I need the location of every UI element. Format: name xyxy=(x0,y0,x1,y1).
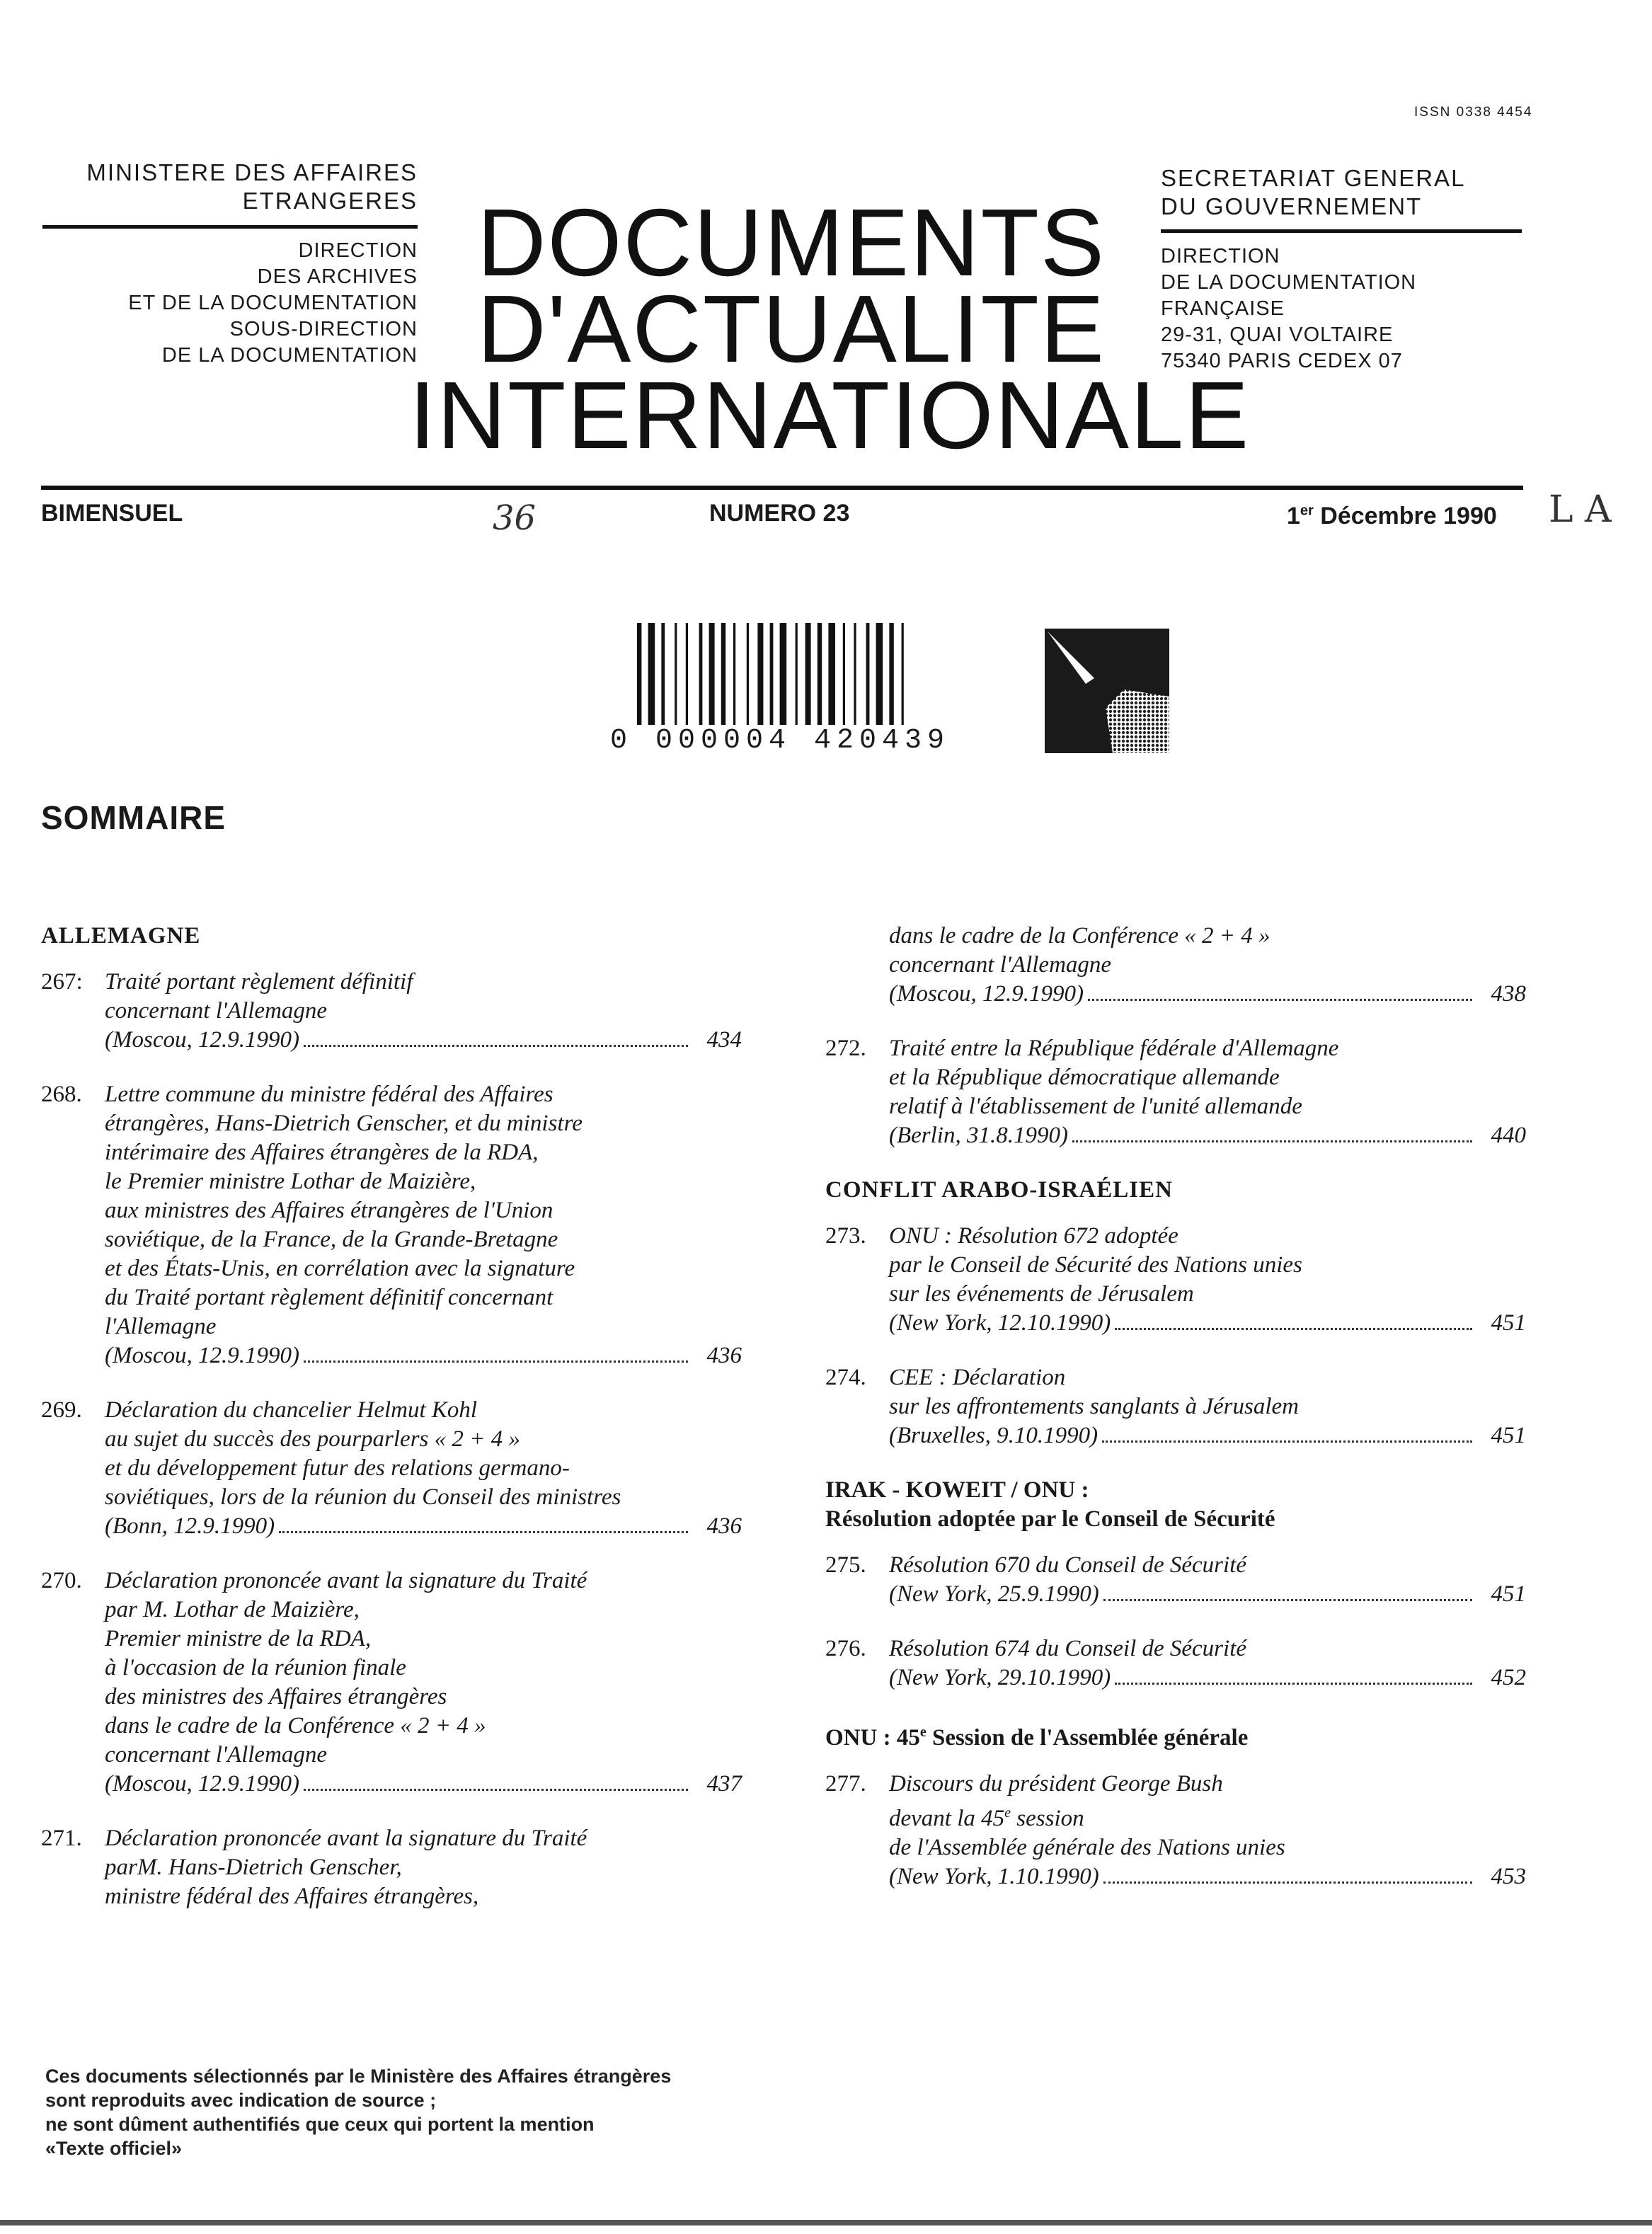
entry-line: et la République démocratique allemande xyxy=(889,1065,1280,1090)
entry-line: intérimaire des Affaires étrangères de la RDA, xyxy=(105,1140,539,1165)
page-number: 452 xyxy=(1491,1665,1526,1690)
toc-right-column xyxy=(825,922,1526,1917)
entry-source: (New York, 29.10.1990) xyxy=(889,1665,1111,1690)
toc-entry-269 xyxy=(41,1396,742,1541)
entry-line: de l'Assemblée générale des Nations unies xyxy=(889,1835,1285,1860)
page-number: 436 xyxy=(706,1513,742,1539)
frequency-label: BIMENSUEL xyxy=(41,500,183,527)
entry-source: (Moscou, 12.9.1990) xyxy=(105,1343,299,1368)
entry-number: 269. xyxy=(41,1397,82,1423)
notice-line: «Texte officiel» xyxy=(45,2138,183,2159)
entry-line: ONU : Résolution 672 adoptée xyxy=(889,1223,1178,1249)
leader-dots xyxy=(1115,1328,1472,1330)
barcode-bar xyxy=(648,623,655,729)
entry-number: 271. xyxy=(41,1826,82,1851)
entry-source: (Bruxelles, 9.10.1990) xyxy=(889,1423,1099,1448)
barcode-bar xyxy=(805,623,811,729)
barcode-bar xyxy=(854,623,856,729)
entry-number: 276. xyxy=(825,1636,866,1661)
toc-entry-271 xyxy=(41,1824,742,1911)
entry-line: Discours du président George Bush xyxy=(889,1771,1223,1797)
section-onu xyxy=(825,1718,1526,1753)
section-irak: IRAK - KOWEIT / ONU : xyxy=(825,1477,1089,1503)
handwritten-note-left: 36 xyxy=(493,498,537,538)
entry-number: 274. xyxy=(825,1365,866,1390)
barcode-bar xyxy=(757,623,763,729)
secretariat-sub-line: DIRECTION xyxy=(1161,245,1280,268)
entry-line xyxy=(889,1799,1526,1833)
date-rest: Décembre 1990 xyxy=(1313,503,1497,529)
publisher-logo-icon xyxy=(1045,629,1169,753)
toc-entry-270 xyxy=(41,1566,742,1799)
title-line-3: INTERNATIONALE xyxy=(409,362,1251,469)
notice-line: ne sont dûment authentifiés que ceux qui portent la mention xyxy=(45,2114,595,2135)
secretariat-name xyxy=(1161,164,1465,221)
toc-entry-267 xyxy=(41,968,742,1055)
leader-dots xyxy=(1103,1599,1472,1601)
barcode-number: 0 000004 420439 xyxy=(607,725,953,757)
date-day: 1 xyxy=(1287,503,1300,529)
entry-line: Traité entre la République fédérale d'Allemagne xyxy=(889,1036,1339,1061)
barcode-bar xyxy=(796,623,798,729)
entry-source: (New York, 12.10.1990) xyxy=(889,1310,1111,1336)
handwritten-note-right: L A xyxy=(1549,488,1612,531)
leader-dots xyxy=(1072,1140,1472,1142)
entry-number: 277. xyxy=(825,1771,866,1797)
leader-dots xyxy=(279,1531,688,1533)
entry-source: (Moscou, 12.9.1990) xyxy=(889,981,1084,1007)
barcode-bar xyxy=(733,623,735,729)
entry-number: 275. xyxy=(825,1552,866,1578)
toc-entry-272 xyxy=(825,1034,1526,1150)
barcode-bar xyxy=(876,623,883,729)
section-onu-sup: e xyxy=(919,1724,927,1740)
section-onu-pre: ONU : 45 xyxy=(825,1725,920,1751)
entry-line: concernant l'Allemagne xyxy=(105,998,328,1024)
entry-line: ministre fédéral des Affaires étrangères, xyxy=(105,1884,479,1909)
secretariat-line: SECRETARIAT GENERAL xyxy=(1161,165,1466,191)
barcode-bar xyxy=(818,623,822,729)
leader-dots xyxy=(1102,1440,1472,1443)
entry-number: 267: xyxy=(41,969,83,995)
line2-post: session xyxy=(1011,1806,1084,1831)
source-notice xyxy=(45,2064,671,2160)
line2-sup: e xyxy=(1004,1805,1011,1821)
ministry-directorate xyxy=(42,238,418,369)
entry-line: sur les affrontements sanglants à Jérusalem xyxy=(889,1394,1299,1419)
leader-dots xyxy=(304,1361,688,1363)
leader-dots xyxy=(1115,1683,1472,1685)
entry-line: dans le cadre de la Conférence « 2 + 4 » xyxy=(105,1713,486,1738)
page-number: 438 xyxy=(1491,981,1526,1007)
secretariat-address xyxy=(1161,244,1416,374)
toc-entry-271-continued xyxy=(825,922,1526,1009)
issn: ISSN 0338 4454 xyxy=(1414,105,1533,120)
entry-line: parM. Hans-Dietrich Genscher, xyxy=(105,1855,402,1880)
toc-entry-277 xyxy=(825,1770,1526,1891)
line2-pre: devant la 45 xyxy=(889,1806,1005,1831)
entry-source: (New York, 25.9.1990) xyxy=(889,1581,1099,1607)
barcode-bar xyxy=(661,623,665,729)
entry-line: Résolution 670 du Conseil de Sécurité xyxy=(889,1552,1247,1578)
toc-entry-275 xyxy=(825,1551,1526,1609)
barcode-bar xyxy=(866,623,870,729)
entry-line: soviétiques, lors de la réunion du Conseil des ministres xyxy=(105,1484,621,1510)
page-number: 437 xyxy=(706,1771,742,1797)
toc-entry-268 xyxy=(41,1080,742,1370)
ministry-name xyxy=(42,159,418,215)
entry-line: soviétique, de la France, de la Grande-Bretagne xyxy=(105,1227,558,1252)
entry-source: (Berlin, 31.8.1990) xyxy=(889,1123,1068,1148)
page-number: 453 xyxy=(1491,1864,1526,1889)
toc-left-column xyxy=(41,922,742,1937)
barcode-bar xyxy=(747,623,749,729)
ministry-sub-line: DE LA DOCUMENTATION xyxy=(161,344,418,367)
notice-line: Ces documents sélectionnés par le Ministère des Affaires étrangères xyxy=(45,2066,672,2087)
barcode-bar xyxy=(675,623,677,729)
entry-line: à l'occasion de la réunion finale xyxy=(105,1655,406,1680)
entry-line: par M. Lothar de Maizière, xyxy=(105,1597,360,1622)
entry-line: Déclaration prononcée avant la signature du Traité xyxy=(105,1826,587,1851)
page-bottom-edge xyxy=(0,2220,1652,2226)
barcode-bar xyxy=(843,623,845,729)
entry-line: et du développement futur des relations germano- xyxy=(105,1455,570,1481)
barcode-bar xyxy=(902,623,904,729)
ministry-line: ETRANGERES xyxy=(242,188,418,214)
date-sup: er xyxy=(1300,503,1314,519)
entry-number: 268. xyxy=(41,1082,82,1107)
entry-line: l'Allemagne xyxy=(105,1314,217,1339)
leader-dots xyxy=(304,1789,688,1791)
barcode-bar xyxy=(770,623,774,729)
leader-dots xyxy=(1103,1881,1472,1884)
page-number: 451 xyxy=(1491,1423,1526,1448)
secretariat-sub-line: 29-31, QUAI VOLTAIRE xyxy=(1161,323,1394,346)
entry-line: des ministres des Affaires étrangères xyxy=(105,1684,447,1709)
masthead-rule xyxy=(41,486,1523,490)
section-irak-subtitle: Résolution adoptée par le Conseil de Sécurité xyxy=(825,1506,1275,1532)
issue-number: NUMERO 23 xyxy=(709,500,850,527)
secretariat-sub-line: DE LA DOCUMENTATION xyxy=(1161,271,1417,294)
entry-line: CEE : Déclaration xyxy=(889,1365,1066,1390)
entry-number: 272. xyxy=(825,1036,866,1061)
barcode-bar xyxy=(721,623,725,729)
leader-dots xyxy=(1088,999,1472,1001)
entry-source: (Moscou, 12.9.1990) xyxy=(105,1771,299,1797)
entry-line: concernant l'Allemagne xyxy=(105,1742,328,1768)
leader-dots xyxy=(304,1045,688,1047)
entry-line: du Traité portant règlement définitif concernant xyxy=(105,1285,553,1310)
entry-line: Déclaration prononcée avant la signature du Traité xyxy=(105,1568,587,1593)
entry-line: étrangères, Hans-Dietrich Genscher, et du ministre xyxy=(105,1111,583,1136)
entry-line: Premier ministre de la RDA, xyxy=(105,1626,372,1651)
title-line-2: D'ACTUALITE xyxy=(477,275,1106,382)
notice-line: sont reproduits avec indication de source ; xyxy=(45,2090,437,2111)
entry-line: aux ministres des Affaires étrangères de l'Union xyxy=(105,1198,553,1223)
entry-number: 270. xyxy=(41,1568,82,1593)
entry-source: (New York, 1.10.1990) xyxy=(889,1864,1099,1889)
entry-line: au sujet du succès des pourparlers « 2 + 4 » xyxy=(105,1426,520,1452)
entry-line: sur les événements de Jérusalem xyxy=(889,1281,1194,1307)
issue-date xyxy=(1287,503,1497,530)
ministry-sub-line: DIRECTION xyxy=(298,239,418,262)
page-number: 440 xyxy=(1491,1123,1526,1148)
page-number: 451 xyxy=(1491,1581,1526,1607)
toc-entry-276 xyxy=(825,1634,1526,1692)
ministry-divider xyxy=(42,225,418,229)
toc-entry-273 xyxy=(825,1222,1526,1338)
title-line-1: DOCUMENTS xyxy=(477,189,1106,296)
barcode-bar xyxy=(709,623,715,729)
entry-line: Lettre commune du ministre fédéral des Affaires xyxy=(105,1082,553,1107)
toc-entry-274 xyxy=(825,1363,1526,1450)
ministry-sub-line: ET DE LA DOCUMENTATION xyxy=(128,292,418,314)
entry-source: (Moscou, 12.9.1990) xyxy=(105,1027,299,1053)
ministry-sub-line: DES ARCHIVES xyxy=(257,265,418,288)
sommaire-heading: SOMMAIRE xyxy=(41,799,226,836)
entry-line: par le Conseil de Sécurité des Nations unies xyxy=(889,1252,1302,1278)
entry-line: concernant l'Allemagne xyxy=(889,952,1112,978)
entry-source: (Bonn, 12.9.1990) xyxy=(105,1513,275,1539)
secretariat-sub-line: FRANÇAISE xyxy=(1161,297,1285,320)
barcode-bar xyxy=(828,623,835,729)
entry-line: le Premier ministre Lothar de Maizière, xyxy=(105,1169,476,1194)
entry-line: Résolution 674 du Conseil de Sécurité xyxy=(889,1636,1247,1661)
barcode-bar xyxy=(686,623,688,729)
secretariat-divider xyxy=(1161,229,1522,233)
ministry-line: MINISTERE DES AFFAIRES xyxy=(86,159,418,185)
barcode-bar xyxy=(699,623,703,729)
barcode-bar xyxy=(889,623,893,729)
entry-line: Traité portant règlement définitif xyxy=(105,969,413,995)
entry-line: relatif à l'établissement de l'unité allemande xyxy=(889,1094,1302,1119)
section-conflit: CONFLIT ARABO-ISRAÉLIEN xyxy=(825,1177,1173,1203)
barcode-bar xyxy=(637,623,641,729)
secretariat-line: DU GOUVERNEMENT xyxy=(1161,193,1423,219)
page-number: 434 xyxy=(706,1027,742,1053)
page-number: 451 xyxy=(1491,1310,1526,1336)
entry-line: et des États-Unis, en corrélation avec la signature xyxy=(105,1256,575,1281)
section-allemagne: ALLEMAGNE xyxy=(41,923,201,949)
page-number: 436 xyxy=(706,1343,742,1368)
ministry-sub-line: SOUS-DIRECTION xyxy=(229,318,418,340)
entry-line: dans le cadre de la Conférence « 2 + 4 » xyxy=(889,923,1270,949)
secretariat-sub-line: 75340 PARIS CEDEX 07 xyxy=(1161,350,1403,372)
entry-line: Déclaration du chancelier Helmut Kohl xyxy=(105,1397,478,1423)
barcode-bar xyxy=(780,623,787,729)
entry-number: 273. xyxy=(825,1223,866,1249)
section-onu-post: Session de l'Assemblée générale xyxy=(926,1725,1249,1751)
